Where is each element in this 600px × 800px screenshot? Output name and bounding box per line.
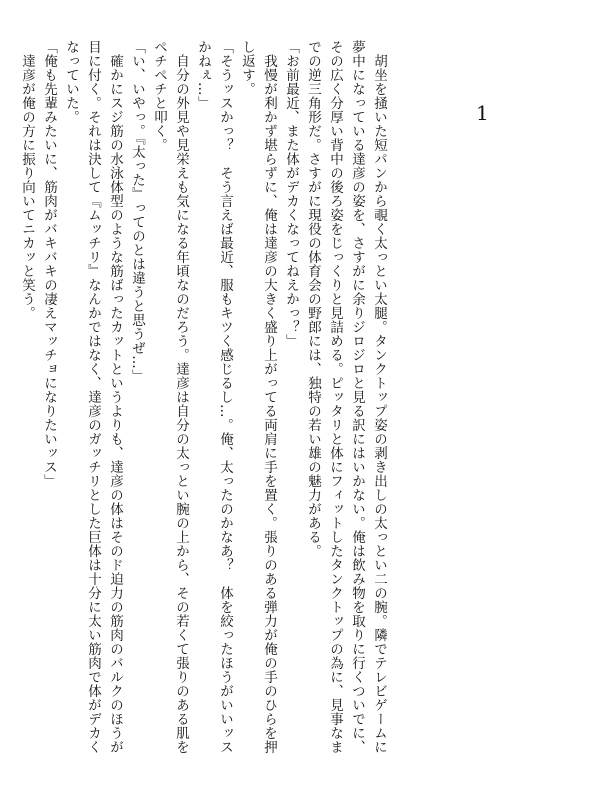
body-text — [16, 40, 390, 760]
paragraph: 確かにスジ筋の水泳体型のような筋ばったカットというよりも、達彦の体はそのド迫力の筋肉のバルクのほうが目に付く。それは決して『ムッチリ』なんかではなく、達彦のガッチリとした巨体は十分に太い筋肉で体がデカくなっていた。 — [63, 40, 123, 754]
paragraph: 達彦が俺の方に振り向いてニカッと笑う。 — [19, 53, 35, 320]
dialogue-line: 「い、いやっ。『太った』ってのとは違うと思うぜ…」 — [129, 40, 145, 384]
dialogue-line: 「俺も先輩みたいに、筋肉がバキバキの凄えマッチョになりたいッス」 — [41, 40, 57, 488]
dialogue-line: 「お前最近、また体がデカくなってねえかっ？」 — [283, 40, 299, 348]
page-number: 1 — [476, 101, 489, 125]
dialogue-line: 「そうッスかっ？ そう言えば最近、服もキツく感じるし…。俺、太ったのかなあ？ 体を絞ったほうがいいッスかねぇ…」 — [195, 40, 233, 754]
paragraph: 我慢が利かず堪らずに、俺は達彦の大きく盛り上がってる両肩に手を置く。張りのある弾力が俺の手のひらを押し返す。 — [239, 40, 277, 754]
paragraph: 胡坐を掻いた短パンから覗く太っとい太腿。タンクトップ姿の剥き出しの太っとい二の腕。隣でテレビゲームに夢中になっている達彦の姿を、さすがに余りジロジロと見る訳にはいかない。俺は飲み物を取りに行くついでに、その広く分厚い背中の後ろ姿をじっくりと見詰める。ピッタリと体にフィットしたタンクトップの為に、見事なまでの逆三角形だ。さすがに現役の体育会の野郎には、独特の若い雄の魅力がある。 — [305, 40, 387, 754]
paragraph: 自分の外見や見栄えも気になる年頃なのだろう。達彦は自分の太っとい腕の上から、その若くて張りのある肌をペチペチと叩く。 — [151, 40, 189, 754]
